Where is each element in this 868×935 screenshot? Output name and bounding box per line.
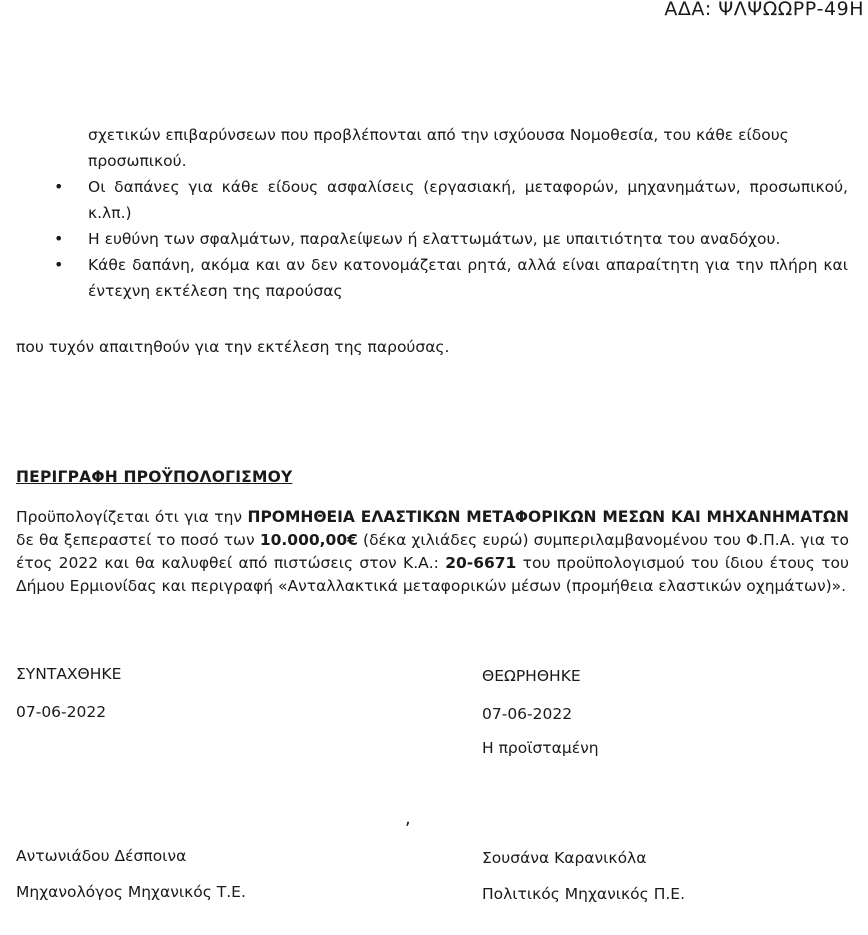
approver-name: Σουσάνα Καρανικόλα [482,849,647,867]
list-tail: που τυχόν απαιτηθούν για την εκτέλεση της παρούσας. [16,338,450,356]
bullet-icon: • [54,255,64,274]
conditions-list [48,122,848,304]
list-item-text: Η ευθύνη των σφαλμάτων, παραλείψεων ή ελαττωμάτων, με υπαιτιότητα του αναδόχου. [88,230,781,248]
compiled-date: 07-06-2022 [16,703,107,721]
budget-amount: 10.000,00€ [259,531,358,549]
budget-text-3: (δέκα χιλιάδες ευρώ) συμπεριλαμβανομένου του Φ.Π.Α. για το έτος 2022 και θα καλυφθεί από πιστώσεις στον Κ.Α.: [16,531,849,572]
signature-mark: , [405,808,411,829]
approved-date: 07-06-2022 [482,705,573,723]
list-item [48,252,848,304]
approver-position: Η προϊσταμένη [482,739,599,757]
budget-text-1: Προϋπολογίζεται ότι για την [16,508,248,526]
list-item [48,226,848,252]
list-continuation: σχετικών επιβαρύνσεων που προβλέπονται από την ισχύουσα Νομοθεσία, του κάθε είδους προσωπικού. [88,126,789,170]
budget-account-code: 20-6671 [445,554,517,572]
budget-text-2: δε θα ξεπεραστεί το ποσό των [16,531,260,549]
bullet-icon: • [54,177,64,196]
list-item [48,174,848,226]
budget-subject: ΠΡΟΜΗΘΕΙΑ ΕΛΑΣΤΙΚΩΝ ΜΕΤΑΦΟΡΙΚΩΝ ΜΕΣΩΝ ΚΑΙ ΜΗΧΑΝΗΜΑΤΩΝ [247,508,849,526]
approved-label: ΘΕΩΡΗΘΗΚΕ [482,667,581,685]
budget-text-4: του προϋπολογισμού του ίδιου έτους του Δήμου Ερμιονίδας και περιγραφή «Ανταλλακτικά μεταφορικών μέσων (προμήθεια ελαστικών οχημάτων)». [16,554,849,595]
section-title: ΠΕΡΙΓΡΑΦΗ ΠΡΟΫΠΟΛΟΓΙΣΜΟΥ [16,468,293,486]
ada-code: ΑΔΑ: ΨΛΨΩΩΡΡ-49Η [664,0,864,20]
compiler-name: Αντωνιάδου Δέσποινα [16,847,187,865]
approver-role: Πολιτικός Μηχανικός Π.Ε. [482,885,685,903]
list-item-text: Οι δαπάνες για κάθε είδους ασφαλίσεις (εργασιακή, μεταφορών, μηχανημάτων, προσωπικού, κ.λπ.) [88,178,848,222]
list-item-text: Κάθε δαπάνη, ακόμα και αν δεν κατονομάζεται ρητά, αλλά είναι απαραίτητη για την πλήρη και έντεχνη εκτέλεση της παρούσας [88,256,848,300]
compiled-label: ΣΥΝΤΑΧΘΗΚΕ [16,665,122,683]
bullet-icon: • [54,229,64,248]
compiler-role: Μηχανολόγος Μηχανικός Τ.Ε. [16,883,246,901]
budget-paragraph [16,506,849,598]
